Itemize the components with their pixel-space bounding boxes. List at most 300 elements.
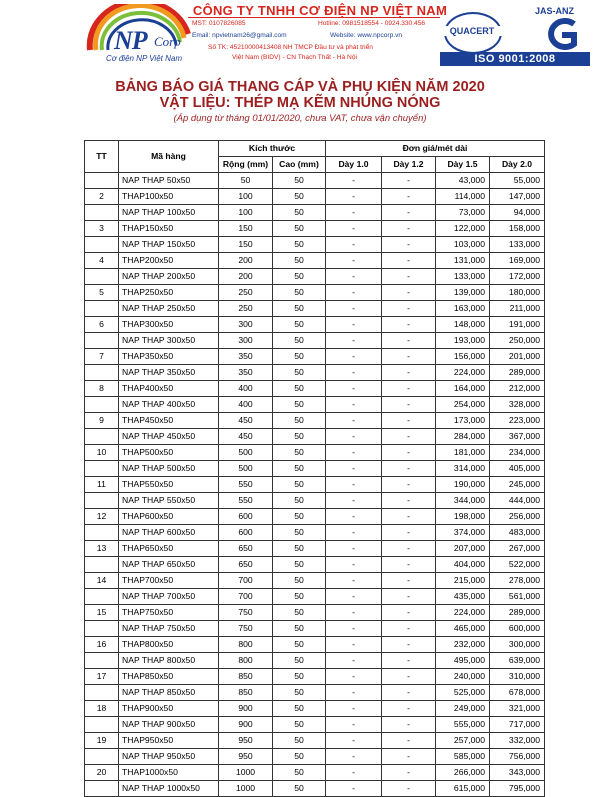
row-price-1-5: 232,000 [436,637,490,653]
row-height: 50 [273,685,326,701]
row-tt [85,397,119,413]
row-price-1-2: - [382,269,436,285]
row-tt: 12 [85,509,119,525]
row-code: THAP750x50 [119,605,219,621]
table-row [85,653,545,669]
table-row [85,253,545,269]
row-height: 50 [273,557,326,573]
row-height: 50 [273,621,326,637]
row-price-1-0: - [326,653,382,669]
row-width: 950 [219,733,273,749]
row-price-1-0: - [326,253,382,269]
row-width: 900 [219,717,273,733]
email[interactable]: Email: npvietnam26@gmail.com [192,32,287,39]
row-width: 250 [219,301,273,317]
row-tt [85,429,119,445]
row-height: 50 [273,733,326,749]
row-height: 50 [273,317,326,333]
row-height: 50 [273,493,326,509]
table-row [85,749,545,765]
row-price-1-2: - [382,173,436,189]
header-cao: Cao (mm) [273,157,326,173]
table-row [85,461,545,477]
row-price-1-0: - [326,285,382,301]
row-price-1-0: - [326,301,382,317]
row-height: 50 [273,589,326,605]
row-width: 900 [219,701,273,717]
table-row [85,269,545,285]
row-price-1-2: - [382,525,436,541]
row-price-1-5: 193,000 [436,333,490,349]
table-row [85,621,545,637]
row-price-1-0: - [326,669,382,685]
row-code: NAP THAP 900x50 [119,717,219,733]
row-price-1-5: 585,000 [436,749,490,765]
row-width: 400 [219,381,273,397]
row-height: 50 [273,221,326,237]
row-price-1-5: 615,000 [436,781,490,797]
jas-anz-mark-icon [538,18,582,50]
row-price-1-2: - [382,653,436,669]
row-code: THAP850x50 [119,669,219,685]
table-row [85,333,545,349]
row-price-1-2: - [382,301,436,317]
row-code: THAP100x50 [119,189,219,205]
table-row [85,557,545,573]
table-row [85,541,545,557]
row-price-1-0: - [326,189,382,205]
row-code: NAP THAP 150x50 [119,237,219,253]
row-price-1-5: 257,000 [436,733,490,749]
row-price-1-2: - [382,701,436,717]
row-price-2-0: 158,000 [490,221,545,237]
row-height: 50 [273,237,326,253]
row-price-1-5: 103,000 [436,237,490,253]
row-code: THAP550x50 [119,477,219,493]
row-width: 1000 [219,765,273,781]
row-code: NAP THAP 600x50 [119,525,219,541]
row-code: NAP THAP 750x50 [119,621,219,637]
table-row [85,701,545,717]
row-height: 50 [273,477,326,493]
row-price-1-5: 73,000 [436,205,490,221]
row-price-1-2: - [382,205,436,221]
row-price-1-5: 344,000 [436,493,490,509]
row-code: THAP150x50 [119,221,219,237]
row-height: 50 [273,269,326,285]
row-tt: 4 [85,253,119,269]
row-height: 50 [273,701,326,717]
table-row [85,429,545,445]
row-price-2-0: 201,000 [490,349,545,365]
row-price-2-0: 289,000 [490,365,545,381]
header-kich-thuoc: Kích thước [219,141,326,157]
row-price-1-2: - [382,605,436,621]
row-tt [85,717,119,733]
row-code: NAP THAP 400x50 [119,397,219,413]
row-code: THAP900x50 [119,701,219,717]
row-price-1-5: 555,000 [436,717,490,733]
row-width: 450 [219,413,273,429]
row-tt: 19 [85,733,119,749]
row-height: 50 [273,509,326,525]
row-tt [85,749,119,765]
row-price-1-5: 207,000 [436,541,490,557]
table-row [85,189,545,205]
row-width: 1000 [219,781,273,797]
row-price-1-0: - [326,541,382,557]
row-price-1-0: - [326,765,382,781]
table-row [85,605,545,621]
row-price-1-2: - [382,493,436,509]
row-price-1-2: - [382,685,436,701]
header-tt: TT [85,141,119,173]
price-table-body [85,173,545,797]
table-row [85,765,545,781]
row-tt [85,461,119,477]
company-name: CÔNG TY TNHH CƠ ĐIỆN NP VIỆT NAM [192,3,448,18]
row-width: 500 [219,461,273,477]
row-code: THAP400x50 [119,381,219,397]
row-price-1-5: 163,000 [436,301,490,317]
row-price-1-2: - [382,413,436,429]
jas-anz-label: JAS-ANZ [535,6,575,16]
row-price-2-0: 795,000 [490,781,545,797]
row-price-1-5: 284,000 [436,429,490,445]
row-price-2-0: 256,000 [490,509,545,525]
row-price-1-5: 139,000 [436,285,490,301]
row-price-1-5: 314,000 [436,461,490,477]
row-price-1-0: - [326,749,382,765]
row-width: 50 [219,173,273,189]
row-price-1-5: 374,000 [436,525,490,541]
row-price-1-0: - [326,573,382,589]
row-height: 50 [273,669,326,685]
row-width: 700 [219,573,273,589]
letterhead [0,0,600,76]
row-price-1-2: - [382,637,436,653]
row-price-1-5: 156,000 [436,349,490,365]
row-width: 300 [219,317,273,333]
row-height: 50 [273,429,326,445]
row-price-1-2: - [382,541,436,557]
row-tt [85,301,119,317]
row-price-1-5: 404,000 [436,557,490,573]
row-tt [85,781,119,797]
row-price-2-0: 180,000 [490,285,545,301]
row-price-2-0: 600,000 [490,621,545,637]
row-tt [85,685,119,701]
row-price-2-0: 172,000 [490,269,545,285]
row-price-1-0: - [326,397,382,413]
row-width: 350 [219,349,273,365]
row-price-2-0: 717,000 [490,717,545,733]
row-price-1-0: - [326,781,382,797]
row-code: NAP THAP 850x50 [119,685,219,701]
row-price-1-2: - [382,717,436,733]
row-price-1-2: - [382,509,436,525]
row-price-1-2: - [382,445,436,461]
row-code: THAP650x50 [119,541,219,557]
header-divider [188,17,440,18]
website[interactable]: Website: www.npcorp.vn [330,32,403,39]
row-price-1-5: 198,000 [436,509,490,525]
row-price-1-5: 43,000 [436,173,490,189]
price-table [84,140,545,797]
row-code: THAP350x50 [119,349,219,365]
row-width: 150 [219,237,273,253]
row-price-1-0: - [326,621,382,637]
row-price-2-0: 169,000 [490,253,545,269]
row-height: 50 [273,541,326,557]
table-row [85,397,545,413]
row-width: 800 [219,637,273,653]
row-width: 200 [219,269,273,285]
row-price-2-0: 321,000 [490,701,545,717]
row-width: 350 [219,365,273,381]
row-price-1-2: - [382,573,436,589]
row-tt [85,365,119,381]
row-code: NAP THAP 650x50 [119,557,219,573]
row-width: 950 [219,749,273,765]
row-price-1-2: - [382,621,436,637]
row-price-2-0: 147,000 [490,189,545,205]
row-tt [85,269,119,285]
row-tt: 13 [85,541,119,557]
row-price-1-0: - [326,349,382,365]
row-height: 50 [273,781,326,797]
row-price-1-2: - [382,733,436,749]
row-price-1-0: - [326,685,382,701]
row-tt: 15 [85,605,119,621]
row-tt [85,557,119,573]
row-price-1-2: - [382,669,436,685]
header-ma-hang: Mã hàng [119,141,219,173]
price-note: (Áp dụng từ tháng 01/01/2020, chưa VAT, chưa vận chuyển) [173,113,427,124]
row-price-2-0: 343,000 [490,765,545,781]
row-width: 600 [219,525,273,541]
row-price-1-5: 435,000 [436,589,490,605]
header-day-1-0: Dày 1.0 [326,157,382,173]
hotline: Hotline: 0981518554 - 0924.330.456 [318,20,426,27]
row-price-1-5: 266,000 [436,765,490,781]
row-height: 50 [273,333,326,349]
row-price-2-0: 245,000 [490,477,545,493]
row-price-1-2: - [382,237,436,253]
row-code: NAP THAP 300x50 [119,333,219,349]
table-row [85,445,545,461]
row-price-1-2: - [382,749,436,765]
row-price-1-5: 173,000 [436,413,490,429]
row-tt: 11 [85,477,119,493]
row-price-2-0: 310,000 [490,669,545,685]
row-price-2-0: 289,000 [490,605,545,621]
row-price-2-0: 756,000 [490,749,545,765]
row-price-1-0: - [326,221,382,237]
row-tt [85,493,119,509]
row-price-2-0: 133,000 [490,237,545,253]
row-code: NAP THAP 350x50 [119,365,219,381]
row-price-1-2: - [382,765,436,781]
table-row [85,413,545,429]
row-price-1-2: - [382,477,436,493]
row-height: 50 [273,189,326,205]
logo-subtitle: Cơ điện NP Việt Nam [106,54,182,63]
row-price-2-0: 223,000 [490,413,545,429]
row-tt: 6 [85,317,119,333]
row-width: 650 [219,541,273,557]
row-price-1-0: - [326,525,382,541]
row-tt: 16 [85,637,119,653]
row-price-2-0: 234,000 [490,445,545,461]
certification-logos [440,4,595,70]
row-width: 450 [219,429,273,445]
row-tt [85,333,119,349]
row-height: 50 [273,349,326,365]
row-height: 50 [273,765,326,781]
row-price-1-0: - [326,205,382,221]
row-width: 150 [219,221,273,237]
row-price-1-2: - [382,781,436,797]
table-row [85,317,545,333]
row-price-1-0: - [326,717,382,733]
row-width: 100 [219,189,273,205]
row-code: NAP THAP 550x50 [119,493,219,509]
table-row [85,221,545,237]
table-row [85,509,545,525]
row-price-1-5: 240,000 [436,669,490,685]
row-width: 500 [219,445,273,461]
row-price-2-0: 522,000 [490,557,545,573]
row-price-1-2: - [382,365,436,381]
row-price-1-2: - [382,189,436,205]
row-tt: 3 [85,221,119,237]
row-height: 50 [273,749,326,765]
bank-account-line1: Số TK: 45210000413408 NH TMCP Đầu tư và phát triển [208,44,373,51]
row-price-2-0: 191,000 [490,317,545,333]
table-row [85,669,545,685]
row-height: 50 [273,653,326,669]
row-width: 750 [219,605,273,621]
table-row [85,301,545,317]
row-price-1-2: - [382,317,436,333]
row-price-1-5: 164,000 [436,381,490,397]
row-price-1-0: - [326,269,382,285]
row-price-1-0: - [326,381,382,397]
row-price-2-0: 561,000 [490,589,545,605]
row-width: 400 [219,397,273,413]
row-price-1-5: 133,000 [436,269,490,285]
row-price-1-0: - [326,413,382,429]
row-height: 50 [273,285,326,301]
row-price-2-0: 483,000 [490,525,545,541]
row-price-1-2: - [382,557,436,573]
table-row [85,349,545,365]
row-tt: 7 [85,349,119,365]
row-code: THAP250x50 [119,285,219,301]
row-tt: 14 [85,573,119,589]
row-tt: 9 [85,413,119,429]
row-width: 700 [219,589,273,605]
header-rong: Rộng (mm) [219,157,273,173]
row-width: 850 [219,669,273,685]
row-price-1-5: 122,000 [436,221,490,237]
row-width: 550 [219,493,273,509]
row-code: NAP THAP 950x50 [119,749,219,765]
material-title: VẬT LIỆU: THÉP MẠ KẼM NHÚNG NÓNG [159,95,441,111]
row-tt [85,525,119,541]
row-tt [85,205,119,221]
row-price-1-2: - [382,349,436,365]
table-row [85,381,545,397]
row-tt: 18 [85,701,119,717]
row-price-1-2: - [382,253,436,269]
row-price-1-0: - [326,429,382,445]
row-price-2-0: 212,000 [490,381,545,397]
row-price-2-0: 55,000 [490,173,545,189]
row-price-2-0: 94,000 [490,205,545,221]
row-width: 300 [219,333,273,349]
row-code: NAP THAP 450x50 [119,429,219,445]
row-width: 550 [219,477,273,493]
logo-corp-text: Corp [154,34,181,49]
row-price-1-0: - [326,493,382,509]
header-don-gia: Đơn giá/mét dài [326,141,545,157]
row-height: 50 [273,173,326,189]
row-code: THAP300x50 [119,317,219,333]
row-width: 100 [219,205,273,221]
row-tt: 17 [85,669,119,685]
row-price-1-5: 131,000 [436,253,490,269]
header-day-1-5: Dày 1.5 [436,157,490,173]
row-height: 50 [273,717,326,733]
row-price-2-0: 250,000 [490,333,545,349]
table-row [85,637,545,653]
row-code: NAP THAP 700x50 [119,589,219,605]
table-row [85,365,545,381]
row-tt: 2 [85,189,119,205]
row-price-1-2: - [382,285,436,301]
row-height: 50 [273,205,326,221]
row-price-1-0: - [326,701,382,717]
row-price-1-5: 181,000 [436,445,490,461]
row-price-2-0: 278,000 [490,573,545,589]
row-price-1-2: - [382,397,436,413]
row-price-1-2: - [382,333,436,349]
table-row [85,573,545,589]
row-price-2-0: 332,000 [490,733,545,749]
row-height: 50 [273,253,326,269]
table-row [85,285,545,301]
table-row [85,173,545,189]
page-title: BẢNG BÁO GIÁ THANG CÁP VÀ PHỤ KIỆN NĂM 2020 [115,79,485,95]
row-price-1-2: - [382,221,436,237]
row-code: NAP THAP 250x50 [119,301,219,317]
row-price-2-0: 300,000 [490,637,545,653]
row-price-1-0: - [326,365,382,381]
row-code: THAP450x50 [119,413,219,429]
row-price-1-0: - [326,637,382,653]
row-price-2-0: 639,000 [490,653,545,669]
row-height: 50 [273,461,326,477]
table-row [85,781,545,797]
logo-np-text: NP [114,26,147,55]
row-height: 50 [273,637,326,653]
quacert-label: QUACERT [442,26,502,36]
row-code: THAP1000x50 [119,765,219,781]
iso-badge: ISO 9001:2008 [440,52,590,66]
row-tt [85,589,119,605]
